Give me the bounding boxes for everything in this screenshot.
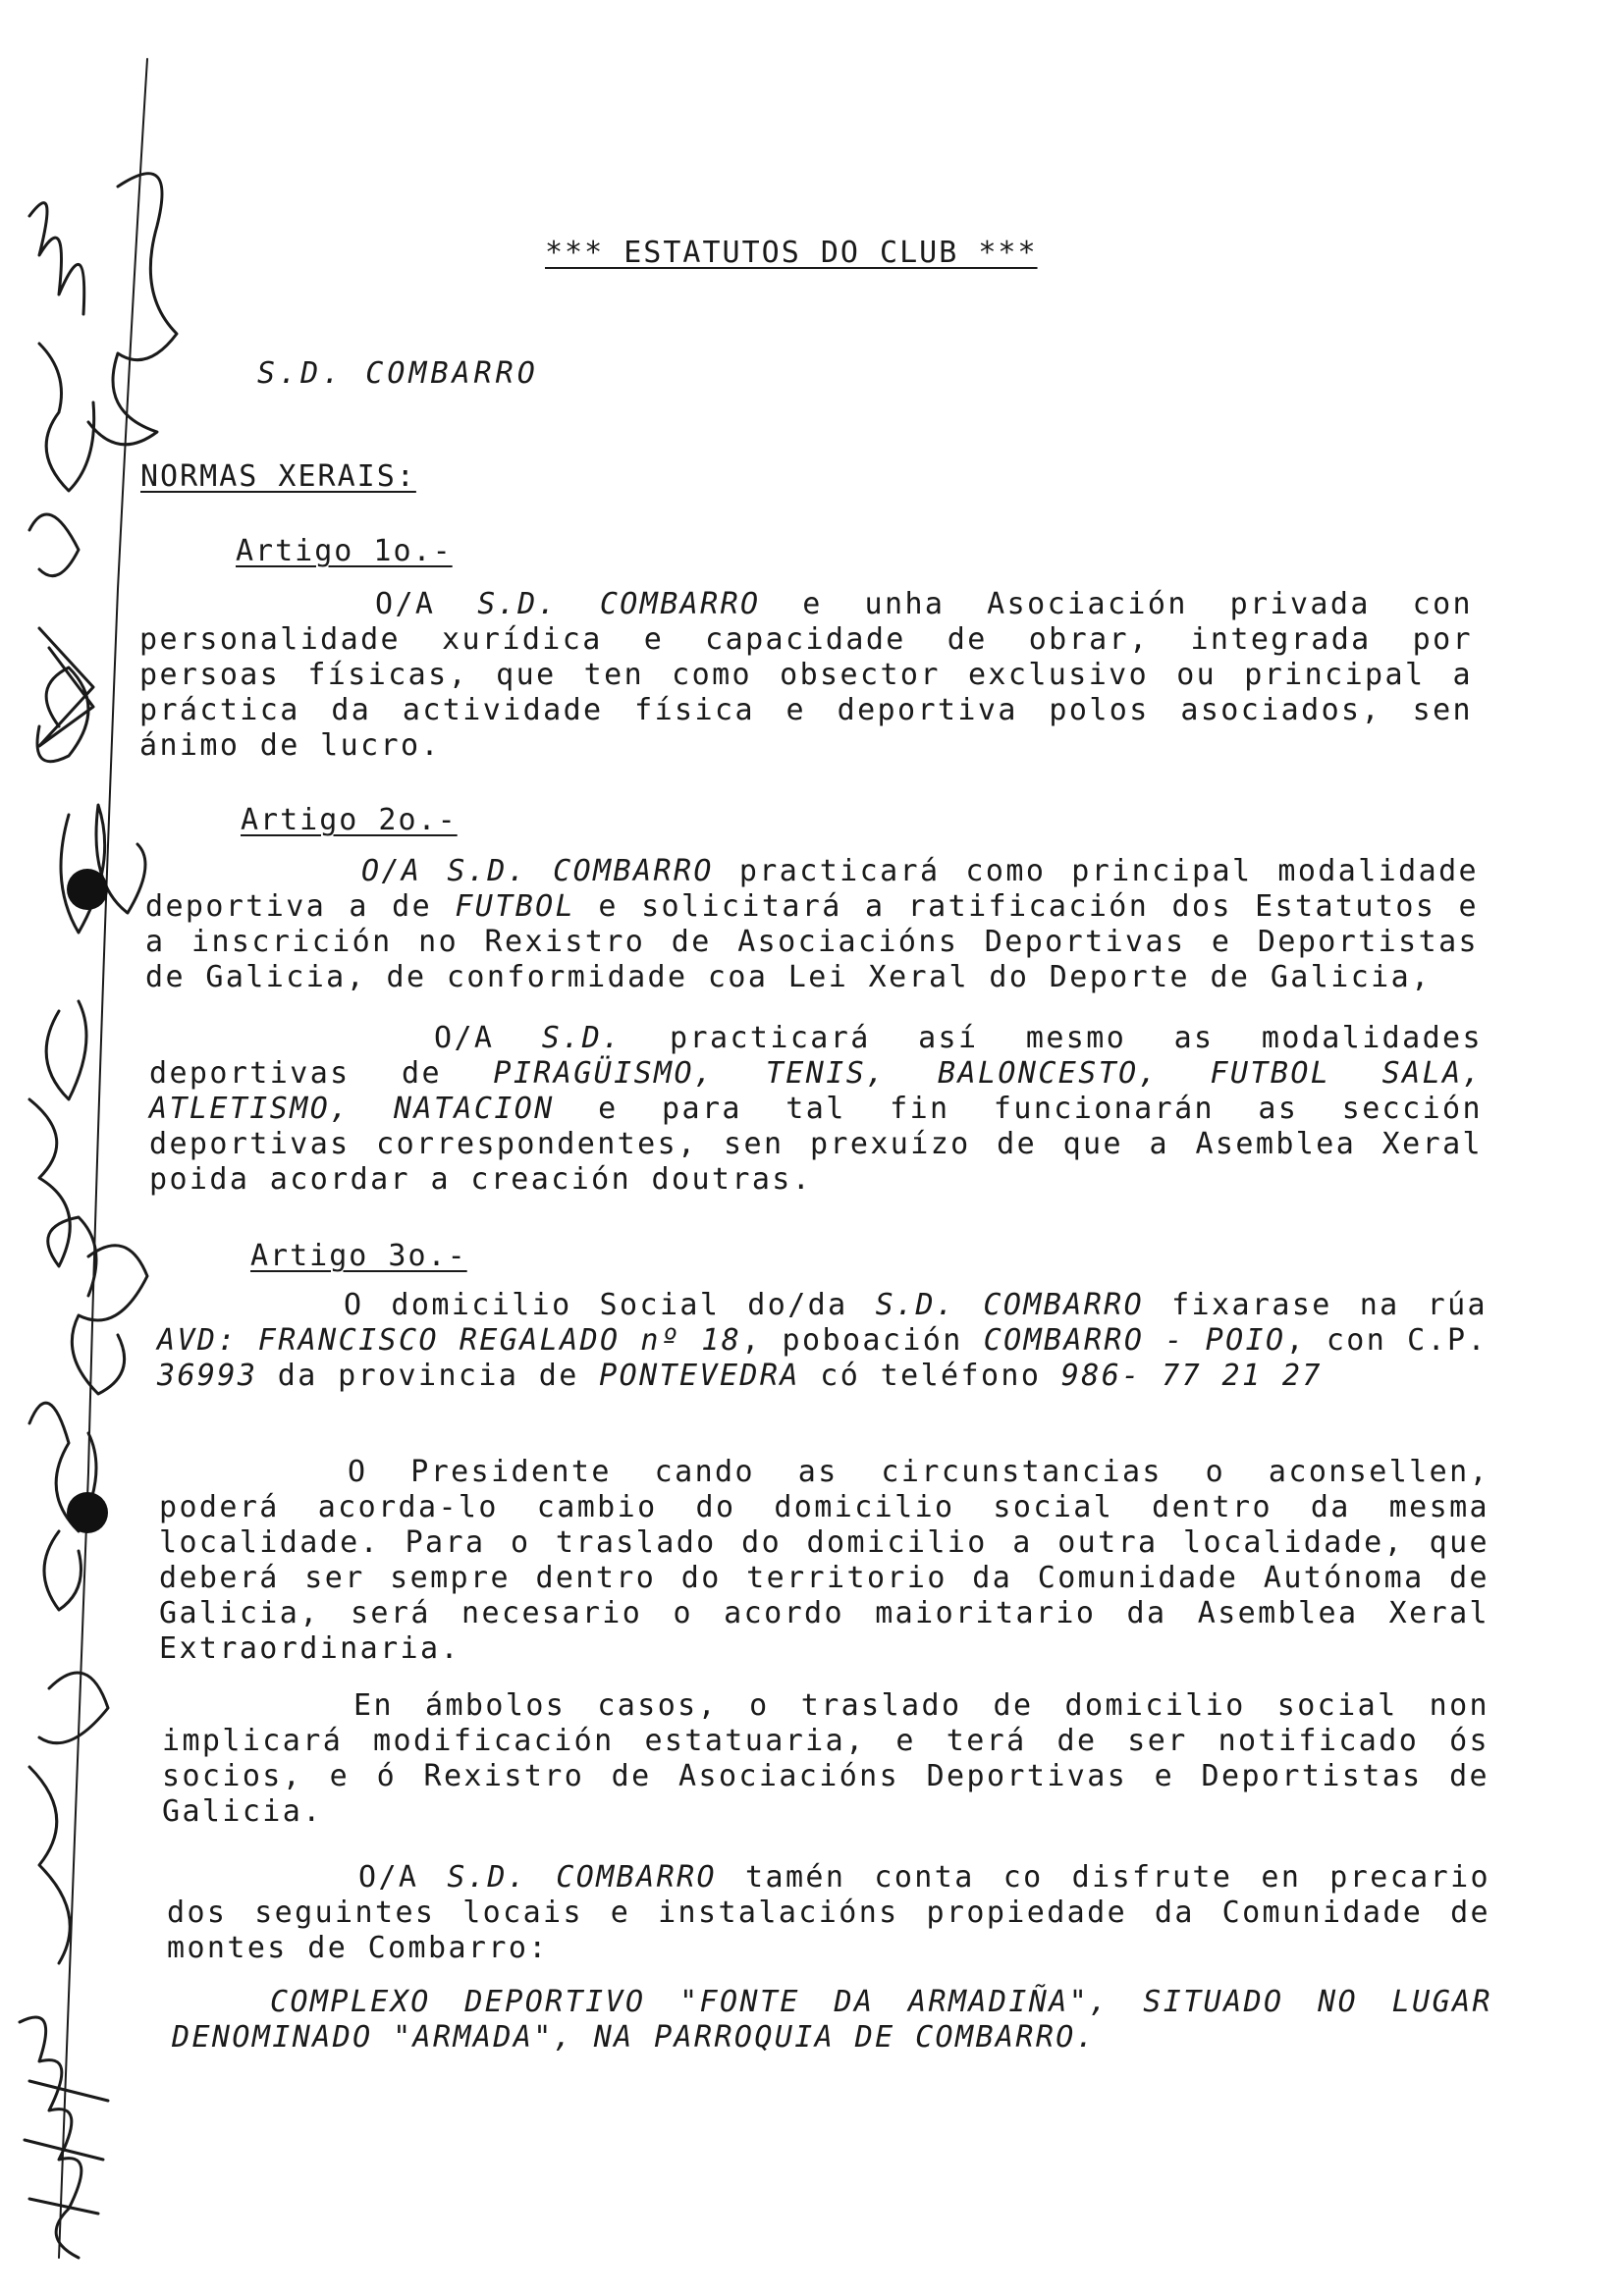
article-heading: Artigo 3o.- (250, 1239, 467, 1273)
article-paragraph: En ámbolos casos, o traslado de domicilio social non implicará modificación estatuaria, e terá de ser notificado ós socios, e ó Rexistro de Asociacións Deportivas e Deportistas de Galicia. (162, 1688, 1489, 1829)
section-heading: NORMAS XERAIS: (140, 459, 416, 494)
article-paragraph: O/A S.D. COMBARRO tamén conta co disfrute en precario dos seguintes locais e instalacións propiedade da Comunidade de montes de Combarro: (167, 1860, 1491, 1965)
handwritten-signature-3 (29, 1001, 96, 1296)
margin-line (59, 59, 147, 2258)
document-title: *** ESTATUTOS DO CLUB *** (545, 236, 1038, 270)
article-paragraph: O/A S.D. practicará así mesmo as modalidades deportivas de PIRAGÜISMO, TENIS, BALONCESTO, FUTBOL SALA, ATLETISMO, NATACION e para tal fin funcionarán as sección deportivas correspondentes, sen prexuízo de que a Asemblea Xeral poida acordar a creación doutras. (149, 1021, 1483, 1197)
article-heading: Artigo 2o.- (241, 803, 458, 837)
article-paragraph: O domicilio Social do/da S.D. COMBARRO fixarase na rúa AVD: FRANCISCO REGALADO nº 18, poboación COMBARRO - POIO, con C.P. 36993 da provincia de PONTEVEDRA có teléfono 986- 77 21 27 (157, 1288, 1489, 1393)
installation-paragraph: COMPLEXO DEPORTIVO "FONTE DA ARMADIÑA", SITUADO NO LUGAR DENOMINADO "ARMADA", NA PARROQUIA DE COMBARRO. (172, 1985, 1492, 2055)
handwritten-signature-5 (20, 2017, 81, 2258)
article-heading: Artigo 1o.- (236, 534, 453, 568)
handwritten-signature-1 (29, 203, 94, 576)
article-paragraph: O/A S.D. COMBARRO practicará como principal modalidade deportiva a de FUTBOL e solicitará a ratificación dos Estatutos e a inscrición no Rexistro de Asociacións Deportivas e Deportistas de Galicia, de conformidade coa Lei Xeral do Deporte de Galicia, (145, 854, 1479, 994)
punch-hole (67, 869, 108, 910)
handwritten-signature-2 (37, 628, 93, 762)
article-paragraph: O Presidente cando as circunstancias o aconsellen, poderá acorda-lo cambio do domicilio social dentro da mesma localidade. Para o traslado do domicilio a outra localidade, que deberá ser sempre dentro do territorio da Comunidade Autónoma de Galicia, será necesario o acordo maioritario da Asemblea Xeral Extraordinaria. (159, 1455, 1489, 1666)
punch-hole (67, 1492, 108, 1533)
club-name: S.D. COMBARRO (257, 356, 539, 391)
article-paragraph: O/A S.D. COMBARRO e unha Asociación privada con personalidade xurídica e capacidade de obrar, integrada por persoas físicas, que ten como obsector exclusivo ou principal a práctica da actividade física e deportiva polos asociados, sen ánimo de lucro. (139, 587, 1473, 763)
